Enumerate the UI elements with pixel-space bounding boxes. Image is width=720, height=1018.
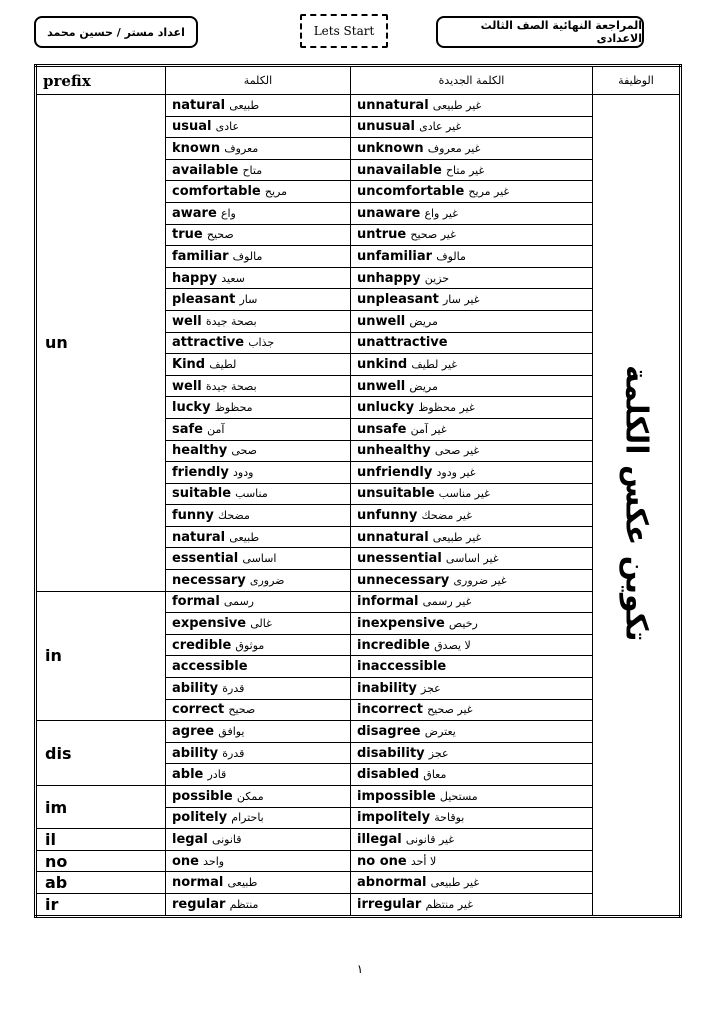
new-word-cell-arabic: رخيص	[448, 617, 478, 631]
new-word-cell-arabic: عجز	[428, 746, 449, 760]
header-new-word: الكلمة الجديدة	[351, 66, 593, 95]
word-cell	[166, 721, 351, 743]
new-word-cell	[351, 483, 593, 505]
word-cell	[166, 440, 351, 462]
table-row	[36, 872, 681, 894]
new-word-cell-english: illegal	[357, 831, 402, 847]
new-word-cell-english: unfamiliar	[357, 248, 433, 264]
new-word-cell-arabic: غير ودود	[436, 465, 476, 479]
word-cell	[166, 656, 351, 678]
word-cell	[166, 570, 351, 592]
word-cell-english: accessible	[172, 659, 248, 675]
word-cell-arabic: مضحك	[218, 509, 250, 523]
new-word-cell-arabic: غير صحى	[434, 444, 480, 458]
new-word-cell-english: irregular	[357, 896, 422, 912]
function-cell	[593, 95, 681, 917]
word-cell	[166, 548, 351, 570]
new-word-cell-english: unavailable	[357, 162, 442, 178]
new-word-cell	[351, 570, 593, 592]
word-cell-arabic: طبيعى	[227, 876, 258, 890]
new-word-cell-english: no one	[357, 853, 407, 869]
new-word-cell	[351, 418, 593, 440]
new-word-cell	[351, 159, 593, 181]
word-cell-arabic: معروف	[224, 141, 259, 155]
word-cell-arabic: يوافق	[218, 725, 245, 739]
new-word-cell-english: unnecessary	[357, 572, 450, 588]
new-word-cell-arabic: غير واع	[424, 206, 459, 220]
new-word-cell-arabic: غير قانونى	[405, 832, 455, 846]
word-cell	[166, 699, 351, 721]
new-word-cell	[351, 893, 593, 916]
new-word-cell-arabic: غير رسمى	[422, 595, 472, 609]
new-word-cell-arabic: غير آمن	[410, 422, 447, 436]
new-word-cell	[351, 742, 593, 764]
new-word-cell-english: inability	[357, 680, 417, 696]
prefix-cell: dis	[36, 721, 166, 786]
new-word-cell-english: unfriendly	[357, 464, 433, 480]
table-row	[36, 591, 681, 613]
new-word-cell-arabic: غير صحيح	[410, 228, 456, 242]
word-cell-english: essential	[172, 551, 239, 567]
word-cell	[166, 483, 351, 505]
header-word: الكلمة	[166, 66, 351, 95]
new-word-cell	[351, 526, 593, 548]
word-cell-english: well	[172, 378, 202, 394]
new-word-cell-english: unsafe	[357, 421, 407, 437]
word-cell-english: familiar	[172, 248, 229, 264]
lets-start-box	[300, 14, 388, 48]
new-word-cell	[351, 591, 593, 613]
new-word-cell	[351, 289, 593, 311]
prefix-cell: no	[36, 850, 166, 872]
word-cell	[166, 310, 351, 332]
word-cell-arabic: بصحة جيدة	[205, 314, 257, 328]
table-row	[36, 721, 681, 743]
author-label: اعداد مستر / حسين محمد	[47, 25, 185, 39]
word-cell-arabic: محظوظ	[214, 401, 253, 415]
word-cell-arabic: واع	[220, 206, 236, 220]
word-cell-english: Kind	[172, 356, 206, 372]
word-cell-arabic: سار	[239, 293, 258, 307]
new-word-cell-english: inexpensive	[357, 616, 445, 632]
new-word-cell	[351, 850, 593, 872]
word-cell	[166, 829, 351, 851]
new-word-cell	[351, 224, 593, 246]
new-word-cell-english: informal	[357, 594, 419, 610]
word-cell-arabic: مريح	[264, 185, 288, 199]
word-cell	[166, 462, 351, 484]
word-cell	[166, 613, 351, 635]
word-cell-arabic: باحترام	[231, 811, 264, 825]
word-cell-arabic: عادى	[215, 120, 240, 134]
new-word-cell	[351, 678, 593, 700]
new-word-cell-arabic: بوقاحة	[434, 811, 465, 825]
new-word-cell	[351, 181, 593, 203]
word-cell-arabic: ضرورى	[249, 573, 285, 587]
new-word-cell-english: unkind	[357, 356, 408, 372]
new-word-cell-arabic: مستحيل	[439, 789, 478, 803]
new-word-cell-arabic: لا يصدق	[434, 638, 471, 652]
new-word-cell	[351, 116, 593, 138]
word-cell-arabic: آمن	[207, 422, 225, 436]
word-cell-english: natural	[172, 97, 226, 113]
new-word-cell-english: abnormal	[357, 875, 427, 891]
word-cell-arabic: صحيح	[206, 228, 234, 242]
new-word-cell-english: uncomfortable	[357, 184, 465, 200]
new-word-cell-english: disagree	[357, 724, 421, 740]
word-cell-english: politely	[172, 810, 228, 826]
word-cell-arabic: سعيد	[221, 271, 245, 285]
new-word-cell	[351, 764, 593, 786]
word-cell	[166, 138, 351, 160]
word-cell-arabic: بصحة جيدة	[205, 379, 257, 393]
word-cell-arabic: جذاب	[248, 336, 275, 350]
word-cell-english: credible	[172, 637, 232, 653]
new-word-cell-english: unsuitable	[357, 486, 435, 502]
new-word-cell-arabic: غير لطيف	[411, 357, 458, 371]
word-cell	[166, 159, 351, 181]
word-cell-arabic: صحيح	[228, 703, 256, 717]
new-word-cell-english: unwell	[357, 378, 406, 394]
new-word-cell-arabic: غير طبيعى	[430, 876, 480, 890]
word-cell-english: usual	[172, 119, 212, 135]
prefix-cell: in	[36, 591, 166, 721]
new-word-cell-english: unpleasant	[357, 292, 439, 308]
word-cell-english: natural	[172, 529, 226, 545]
new-word-cell-english: incorrect	[357, 702, 423, 718]
word-cell	[166, 678, 351, 700]
word-cell	[166, 289, 351, 311]
new-word-cell-english: impolitely	[357, 810, 431, 826]
new-word-cell-english: unusual	[357, 119, 415, 135]
word-cell-english: one	[172, 853, 200, 869]
new-word-cell	[351, 95, 593, 117]
word-cell	[166, 764, 351, 786]
table-row	[36, 850, 681, 872]
author-box	[34, 16, 198, 48]
word-cell	[166, 893, 351, 916]
new-word-cell-arabic: لا أحد	[410, 854, 437, 868]
word-cell-arabic: طبيعى	[229, 98, 260, 112]
word-cell	[166, 807, 351, 829]
word-cell	[166, 267, 351, 289]
word-cell-arabic: قدرة	[222, 681, 245, 695]
word-cell	[166, 505, 351, 527]
word-cell	[166, 634, 351, 656]
word-cell	[166, 181, 351, 203]
word-cell-arabic: اساسى	[242, 552, 277, 566]
new-word-cell-english: unlucky	[357, 400, 415, 416]
word-cell	[166, 397, 351, 419]
prefix-table	[34, 64, 682, 918]
word-cell-english: pleasant	[172, 292, 236, 308]
word-cell	[166, 95, 351, 117]
word-cell-english: friendly	[172, 464, 229, 480]
new-word-cell	[351, 721, 593, 743]
new-word-cell	[351, 462, 593, 484]
word-cell-english: able	[172, 767, 204, 783]
word-cell-english: legal	[172, 831, 208, 847]
new-word-cell-english: unaware	[357, 205, 421, 221]
word-cell	[166, 246, 351, 268]
word-cell-english: true	[172, 227, 203, 243]
word-cell-arabic: قدرة	[222, 746, 245, 760]
new-word-cell	[351, 354, 593, 376]
prefix-cell: ab	[36, 872, 166, 894]
word-cell-english: necessary	[172, 572, 246, 588]
word-cell-english: possible	[172, 788, 233, 804]
prefix-cell: un	[36, 95, 166, 592]
new-word-cell	[351, 397, 593, 419]
new-word-cell	[351, 634, 593, 656]
word-cell-english: regular	[172, 896, 226, 912]
new-word-cell-arabic: غير مريح	[468, 185, 510, 199]
word-cell-arabic: صحى	[231, 444, 257, 458]
new-word-cell-arabic: غير سار	[442, 293, 480, 307]
new-word-cell-english: unhappy	[357, 270, 421, 286]
word-cell-english: funny	[172, 508, 214, 524]
word-cell-arabic: رسمى	[223, 595, 254, 609]
table-header-row	[36, 66, 681, 95]
table-body	[36, 95, 681, 917]
word-cell-english: known	[172, 140, 221, 156]
word-cell-english: well	[172, 313, 202, 329]
word-cell-english: healthy	[172, 443, 228, 459]
header-prefix: prefix	[36, 66, 166, 95]
new-word-cell-english: disability	[357, 745, 425, 761]
new-word-cell-english: inaccessible	[357, 659, 447, 675]
word-cell	[166, 375, 351, 397]
word-cell-arabic: قادر	[207, 768, 227, 782]
new-word-cell-arabic: غير اساسى	[445, 552, 499, 566]
new-word-cell-arabic: غير مناسب	[438, 487, 490, 501]
word-cell-english: correct	[172, 702, 225, 718]
table-row	[36, 786, 681, 808]
word-cell	[166, 332, 351, 354]
word-cell-english: ability	[172, 745, 219, 761]
new-word-cell	[351, 202, 593, 224]
word-cell	[166, 850, 351, 872]
word-cell-arabic: ودود	[232, 465, 254, 479]
word-cell-english: ability	[172, 680, 219, 696]
word-cell	[166, 786, 351, 808]
new-word-cell-english: unnatural	[357, 529, 429, 545]
title-box	[436, 16, 644, 48]
word-cell	[166, 526, 351, 548]
new-word-cell-arabic: غير منتظم	[425, 897, 473, 911]
new-word-cell	[351, 829, 593, 851]
new-word-cell-arabic: غير طبيعى	[432, 530, 482, 544]
new-word-cell	[351, 786, 593, 808]
word-cell-english: expensive	[172, 616, 247, 632]
word-cell	[166, 116, 351, 138]
word-cell	[166, 418, 351, 440]
new-word-cell-arabic: غير متاح	[445, 163, 485, 177]
word-cell	[166, 591, 351, 613]
new-word-cell	[351, 548, 593, 570]
new-word-cell-english: unhealthy	[357, 443, 431, 459]
word-cell-english: attractive	[172, 335, 245, 351]
new-word-cell	[351, 699, 593, 721]
word-cell-english: normal	[172, 875, 224, 891]
new-word-cell-arabic: غير محظوظ	[418, 401, 475, 415]
new-word-cell-english: impossible	[357, 788, 436, 804]
word-cell-arabic: قانونى	[211, 832, 242, 846]
word-cell-english: formal	[172, 594, 220, 610]
word-cell-english: safe	[172, 421, 203, 437]
new-word-cell-arabic: يعترض	[424, 725, 456, 739]
word-cell	[166, 202, 351, 224]
prefix-cell: il	[36, 829, 166, 851]
new-word-cell	[351, 872, 593, 894]
lets-start-label: Lets Start	[313, 24, 375, 38]
header-function: الوظيفة	[593, 66, 681, 95]
word-cell-arabic: لطيف	[209, 357, 237, 371]
new-word-cell-arabic: غير ضرورى	[453, 573, 507, 587]
word-cell-english: suitable	[172, 486, 232, 502]
word-cell	[166, 224, 351, 246]
new-word-cell-arabic: غير مضحك	[421, 509, 472, 523]
new-word-cell	[351, 375, 593, 397]
word-cell	[166, 872, 351, 894]
new-word-cell-arabic: غير صحيح	[427, 703, 473, 717]
new-word-cell-arabic: عجز	[421, 681, 441, 695]
word-cell-english: comfortable	[172, 184, 261, 200]
new-word-cell-english: disabled	[357, 767, 420, 783]
word-cell-arabic: مالوف	[232, 249, 263, 263]
new-word-cell-arabic: معاق	[423, 768, 447, 782]
new-word-cell	[351, 656, 593, 678]
new-word-cell-english: unfunny	[357, 508, 418, 524]
new-word-cell-english: unwell	[357, 313, 406, 329]
word-cell-arabic: متاح	[242, 163, 263, 177]
prefix-cell: im	[36, 786, 166, 829]
prefix-cell: ir	[36, 893, 166, 916]
new-word-cell	[351, 440, 593, 462]
new-word-cell-arabic: غير طبيعى	[432, 98, 482, 112]
word-cell	[166, 354, 351, 376]
word-cell-arabic: ممكن	[236, 789, 264, 803]
word-cell-english: happy	[172, 270, 218, 286]
new-word-cell-arabic: مالوف	[436, 249, 466, 263]
new-word-cell-english: unknown	[357, 140, 424, 156]
new-word-cell	[351, 505, 593, 527]
new-word-cell	[351, 807, 593, 829]
word-cell-arabic: منتظم	[229, 897, 259, 911]
word-cell-english: aware	[172, 205, 217, 221]
word-cell-arabic: غالى	[250, 617, 272, 631]
review-title: المراجعة النهائية الصف الثالث الاعدادى	[480, 19, 642, 45]
new-word-cell-arabic: مريض	[409, 379, 438, 393]
word-cell-english: lucky	[172, 400, 211, 416]
new-word-cell	[351, 246, 593, 268]
word-cell	[166, 742, 351, 764]
word-cell-arabic: مناسب	[235, 487, 268, 501]
table-row	[36, 95, 681, 117]
table-row	[36, 829, 681, 851]
page-number: ١	[356, 962, 364, 976]
new-word-cell-english: unessential	[357, 551, 442, 567]
table-row	[36, 893, 681, 916]
new-word-cell-english: unnatural	[357, 97, 429, 113]
function-label: تكوين عكس الكلمة	[618, 364, 654, 642]
word-cell-arabic: موثوق	[235, 638, 265, 652]
new-word-cell	[351, 310, 593, 332]
word-cell-arabic: واحد	[203, 854, 225, 868]
new-word-cell	[351, 267, 593, 289]
new-word-cell-arabic: مريض	[409, 314, 438, 328]
word-cell-english: available	[172, 162, 239, 178]
new-word-cell-english: unattractive	[357, 335, 448, 351]
new-word-cell-arabic: حزين	[424, 271, 450, 285]
new-word-cell	[351, 613, 593, 635]
new-word-cell-english: untrue	[357, 227, 407, 243]
new-word-cell-arabic: غير عادى	[419, 120, 462, 134]
new-word-cell	[351, 138, 593, 160]
word-cell-english: agree	[172, 724, 215, 740]
new-word-cell-english: incredible	[357, 637, 430, 653]
new-word-cell-arabic: غير معروف	[427, 141, 481, 155]
new-word-cell	[351, 332, 593, 354]
word-cell-arabic: طبيعى	[229, 530, 260, 544]
